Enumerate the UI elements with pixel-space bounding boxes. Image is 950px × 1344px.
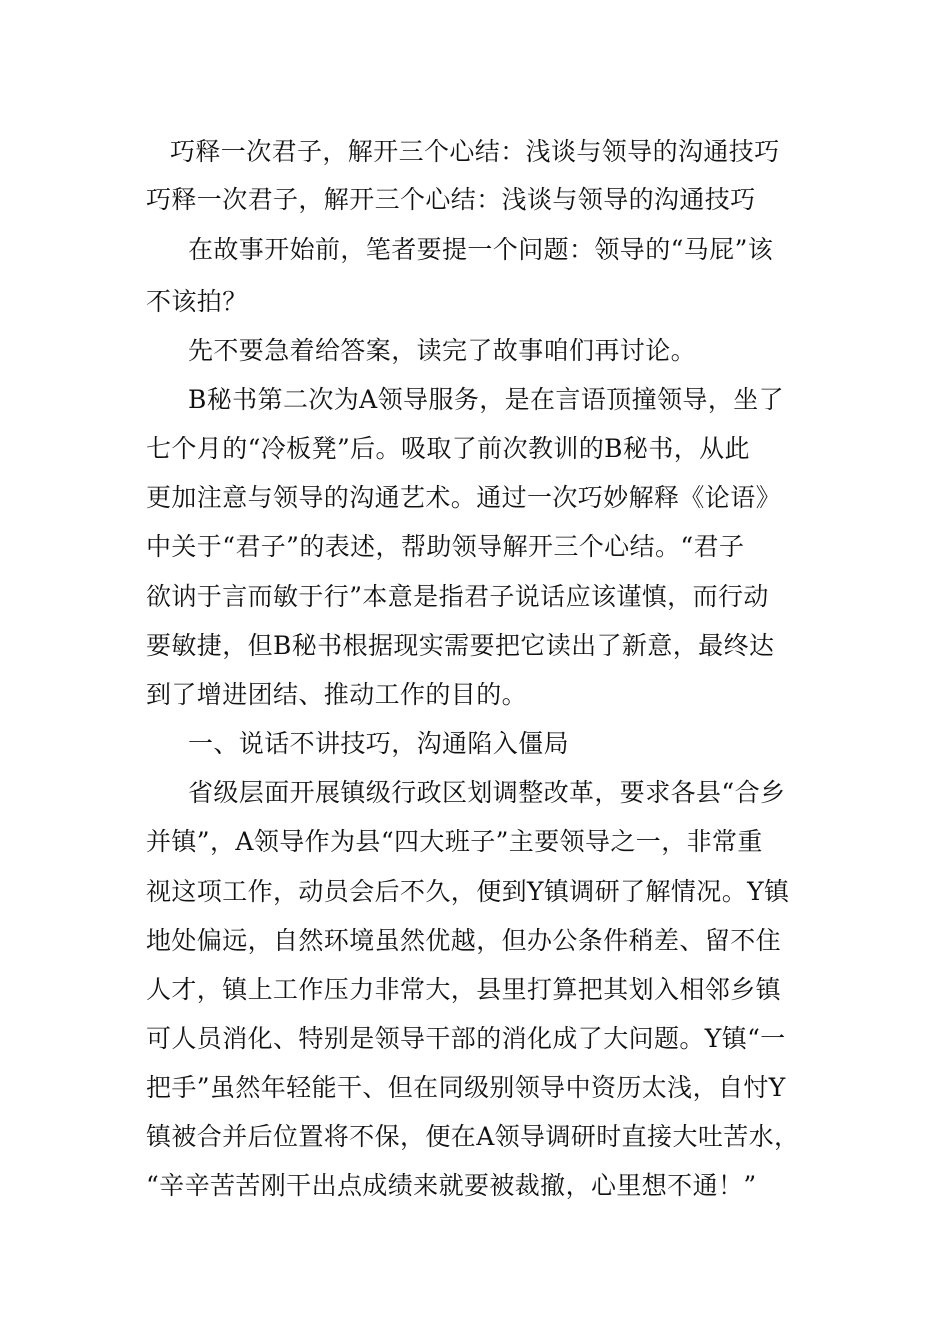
paragraph-line: 到了增进团结、推动工作的目的。: [146, 680, 528, 709]
paragraph-line: 人才，镇上工作压力非常大，县里打算把其划入相邻乡镇: [146, 975, 782, 1004]
paragraph-line: 更加注意与领导的沟通艺术。通过一次巧妙解释《论语》: [146, 483, 782, 512]
paragraph-line: B秘书第二次为A领导服务，是在言语顶撞领导，坐了: [188, 385, 785, 414]
section-heading: 一、说话不讲技巧，沟通陷入僵局: [188, 729, 570, 758]
paragraph-line: 中关于“君子”的表述，帮助领导解开三个心结。“君子: [146, 532, 745, 561]
paragraph-line: 不该拍？: [146, 287, 248, 316]
paragraph-line: 可人员消化、特别是领导干部的消化成了大问题。Y镇“一: [146, 1024, 786, 1053]
paragraph-line: 把手”虽然年轻能干、但在同级别领导中资历太浅，自忖Y: [146, 1073, 786, 1102]
paragraph-line: 在故事开始前，笔者要提一个问题：领导的“马屁”该: [188, 235, 774, 264]
paragraph-line: “辛辛苦苦刚干出点成绩来就要被裁撤，心里想不通！”: [146, 1171, 757, 1200]
title-line-2: 巧释一次君子，解开三个心结：浅谈与领导的沟通技巧: [146, 185, 756, 214]
paragraph-line: 省级层面开展镇级行政区划调整改革，要求各县“合乡: [188, 778, 786, 807]
paragraph-line: 视这项工作，动员会后不久，便到Y镇调研了解情况。Y镇: [146, 877, 790, 906]
title-line-1: 巧释一次君子，解开三个心结：浅谈与领导的沟通技巧: [170, 137, 780, 166]
paragraph-line: 要敏捷，但B秘书根据现实需要把它读出了新意，最终达: [146, 631, 775, 660]
paragraph-line: 地处偏远，自然环境虽然优越，但办公条件稍差、留不住: [146, 926, 782, 955]
paragraph-line: 七个月的“冷板凳”后。吸取了前次教训的B秘书，从此: [146, 434, 750, 463]
paragraph-line: 欲讷于言而敏于行”本意是指君子说话应该谨慎，而行动: [146, 582, 769, 611]
paragraph-line: 并镇”，A领导作为县“四大班子”主要领导之一，非常重: [146, 827, 763, 856]
paragraph-line: 先不要急着给答案，读完了故事咱们再讨论。: [188, 336, 697, 365]
paragraph-line: 镇被合并后位置将不保，便在A领导调研时直接大吐苦水，: [146, 1122, 800, 1151]
